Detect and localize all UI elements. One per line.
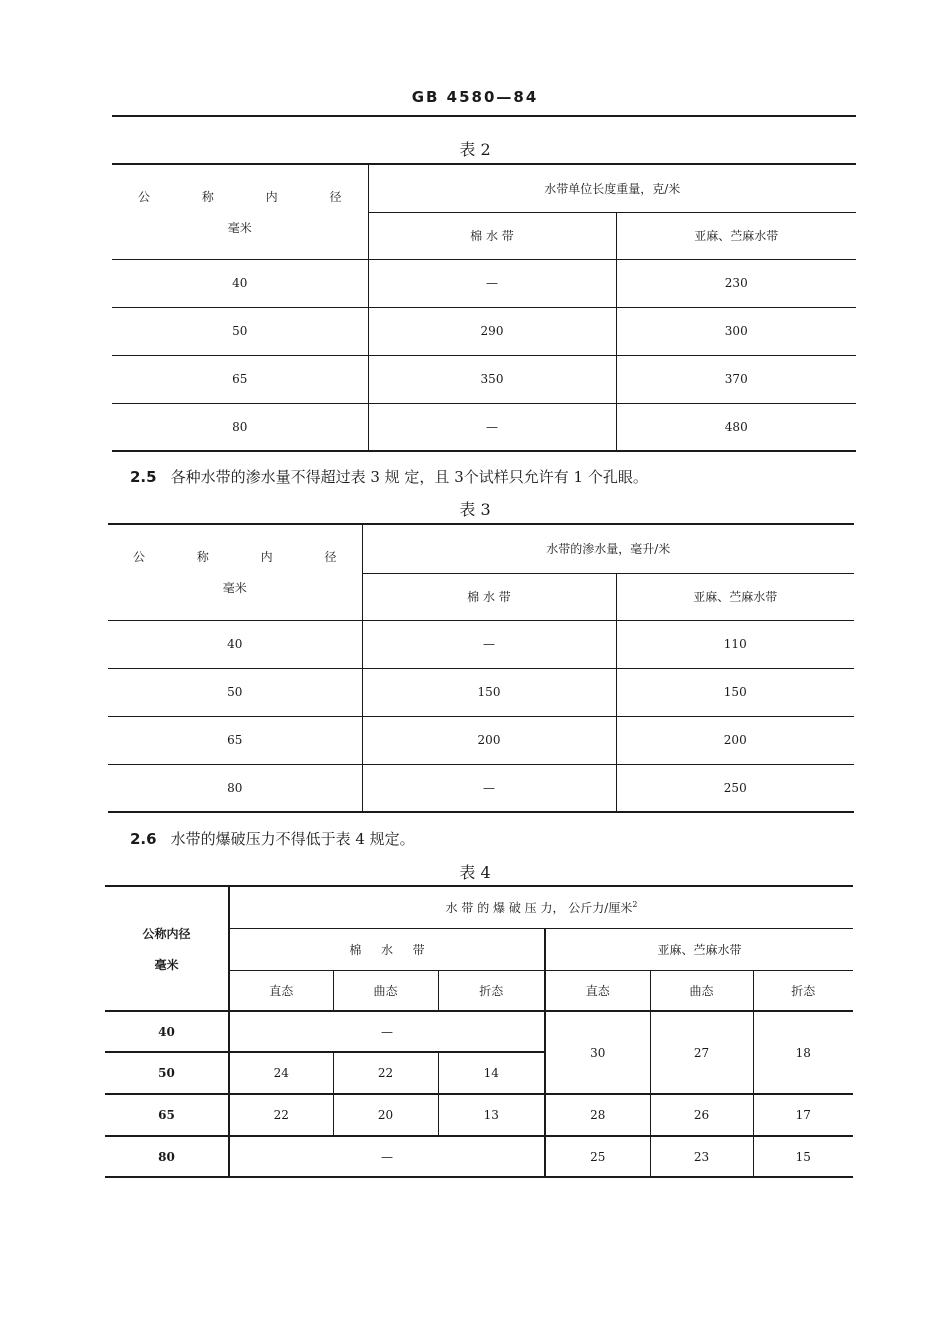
- table2-cell-dia: 40: [112, 259, 368, 307]
- table-row: [108, 716, 854, 764]
- table4-dia-header: [105, 886, 229, 1011]
- table-row: [112, 307, 856, 355]
- clause-2-5: [130, 466, 648, 487]
- table2-caption: 表 2: [459, 140, 491, 159]
- table2-cell-dia: 50: [112, 307, 368, 355]
- table2-cell-linen: 480: [616, 403, 856, 451]
- table4-cell-dia: 80: [105, 1136, 229, 1177]
- table4-linen-curved: 曲态: [650, 970, 753, 1011]
- table2-col-cotton: 棉 水 带: [368, 212, 616, 259]
- table4-cell-cotton-all: —: [229, 1011, 545, 1052]
- table3-cell-linen: 200: [616, 716, 854, 764]
- table2-col-linen: 亚麻、苎麻水带: [616, 212, 856, 259]
- table4-cell-cotton-all: —: [229, 1136, 545, 1177]
- table3-cell-cotton: 150: [362, 668, 616, 716]
- table3-dia-unit: 毫米: [222, 581, 247, 596]
- table4-cell-linen-curved: 27: [650, 1011, 753, 1094]
- table-row: [105, 1136, 853, 1177]
- table4-cotton-folded: 折态: [438, 970, 545, 1011]
- table4: [105, 885, 853, 1178]
- table2-cell-dia: 65: [112, 355, 368, 403]
- table4-cell-dia: 50: [105, 1052, 229, 1094]
- table4-dia-unit: 毫米: [154, 957, 179, 972]
- header-rule: [112, 115, 856, 117]
- table4-cell-cotton-folded: 13: [438, 1094, 545, 1136]
- table-row: [108, 668, 854, 716]
- table3-dia-header: [108, 524, 362, 620]
- table2-cell-dia: 80: [112, 403, 368, 451]
- table3-caption: 表 3: [459, 500, 491, 519]
- table3-cell-linen: 110: [616, 620, 854, 668]
- table4-linen-straight: 直态: [545, 970, 650, 1011]
- table2: [112, 163, 856, 452]
- table4-cell-cotton-straight: 22: [229, 1094, 333, 1136]
- table3-cell-dia: 40: [108, 620, 362, 668]
- table4-cotton-curved: 曲态: [333, 970, 438, 1011]
- table-row: [112, 403, 856, 451]
- page-header-code: GB 4580—84: [411, 88, 539, 106]
- table2-cell-cotton: —: [368, 403, 616, 451]
- table4-cell-linen-folded: 17: [753, 1094, 853, 1136]
- table3-cell-cotton: —: [362, 620, 616, 668]
- table4-cell-linen-curved: 23: [650, 1136, 753, 1177]
- table4-col-linen: 亚麻、苎麻水带: [545, 928, 853, 970]
- table2-dia-label: 公 称 内 径: [138, 189, 366, 204]
- table2-cell-cotton: —: [368, 259, 616, 307]
- table4-cell-linen-straight: 28: [545, 1094, 650, 1136]
- table3-cell-dia: 80: [108, 764, 362, 812]
- table4-linen-folded: 折态: [753, 970, 853, 1011]
- table3-cell-linen: 150: [616, 668, 854, 716]
- table4-cell-cotton-folded: 14: [438, 1052, 545, 1094]
- table2-weight-header: 水带单位长度重量，克/米: [368, 164, 856, 212]
- table4-col-cotton: 棉 水 带: [229, 928, 545, 970]
- table3-dia-label: 公 称 内 径: [133, 550, 361, 565]
- table4-cotton-straight: 直态: [229, 970, 333, 1011]
- table-row: [112, 259, 856, 307]
- table4-caption: 表 4: [459, 863, 491, 882]
- table3-cell-cotton: 200: [362, 716, 616, 764]
- table3-cell-dia: 50: [108, 668, 362, 716]
- table-row: [105, 1011, 853, 1052]
- clause-2-6-text: 水带的爆破压力不得低于表 4 规定。: [170, 830, 415, 848]
- table3-col-cotton: 棉 水 带: [362, 573, 616, 620]
- table2-dia-header: [112, 164, 368, 259]
- table3-cell-cotton: —: [362, 764, 616, 812]
- table-row: [105, 1094, 853, 1136]
- table2-cell-linen: 230: [616, 259, 856, 307]
- table4-cell-linen-straight: 25: [545, 1136, 650, 1177]
- table3-cell-dia: 65: [108, 716, 362, 764]
- table-row: [108, 620, 854, 668]
- table4-cell-linen-folded: 18: [753, 1011, 853, 1094]
- clause-2-5-number: 2.5: [130, 468, 157, 486]
- table4-cell-cotton-straight: 24: [229, 1052, 333, 1094]
- table4-cell-dia: 40: [105, 1011, 229, 1052]
- table4-cell-dia: 65: [105, 1094, 229, 1136]
- clause-2-6: [130, 828, 415, 849]
- table4-burst-header-text: 水 带 的 爆 破 压 力， 公斤力/厘米: [445, 900, 633, 915]
- table2-dia-unit: 毫米: [227, 220, 252, 235]
- table-row: [108, 764, 854, 812]
- table-row: [112, 355, 856, 403]
- table3-col-linen: 亚麻、苎麻水带: [616, 573, 854, 620]
- table4-cell-cotton-curved: 22: [333, 1052, 438, 1094]
- table3-cell-linen: 250: [616, 764, 854, 812]
- table4-burst-sup: 2: [632, 899, 638, 909]
- clause-2-6-number: 2.6: [130, 830, 157, 848]
- table2-cell-linen: 300: [616, 307, 856, 355]
- table4-cell-linen-folded: 15: [753, 1136, 853, 1177]
- table4-dia-label: 公称内径: [142, 926, 191, 941]
- clause-2-5-text: 各种水带的渗水量不得超过表 3 规 定，且 3个试样只允许有 1 个孔眼。: [170, 468, 648, 486]
- table4-cell-linen-curved: 26: [650, 1094, 753, 1136]
- table2-cell-linen: 370: [616, 355, 856, 403]
- table3-seep-header: 水带的渗水量，毫升/米: [362, 524, 854, 573]
- table2-cell-cotton: 290: [368, 307, 616, 355]
- table4-cell-linen-straight: 30: [545, 1011, 650, 1094]
- table3: [108, 523, 854, 813]
- table4-cell-cotton-curved: 20: [333, 1094, 438, 1136]
- table4-burst-header: [229, 886, 853, 928]
- table2-cell-cotton: 350: [368, 355, 616, 403]
